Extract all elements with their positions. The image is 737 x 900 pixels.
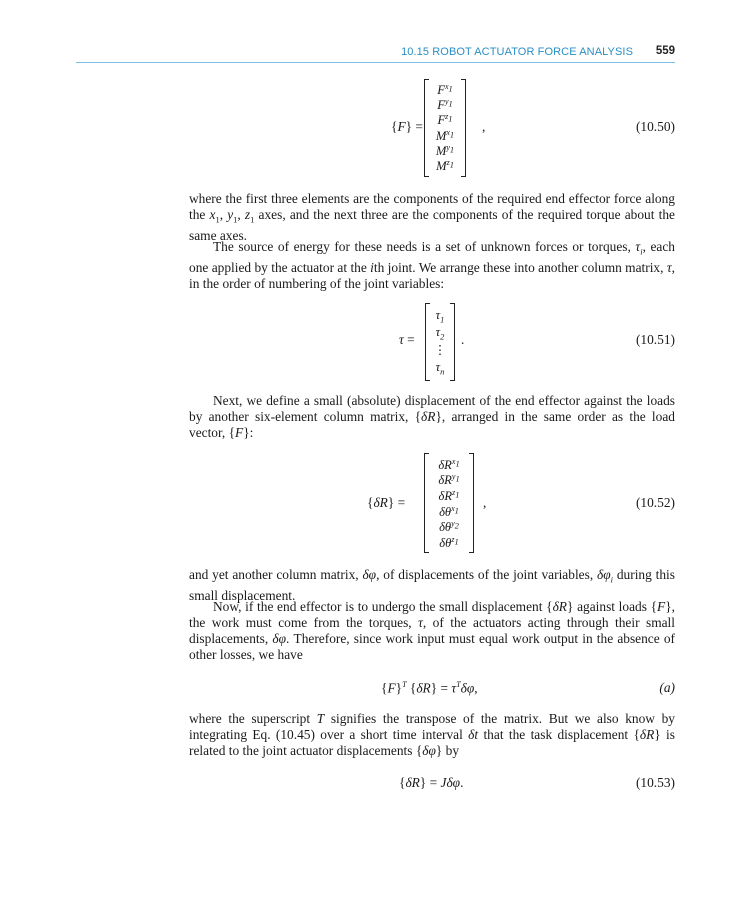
paragraph-5: Now, if the end effector is to undergo the small displacement {δR} against loads {F}, the work must come from the torques, τ, of the actuators acting through their small displacements, δφ. Therefore, since work input must equal work output in the absence of other losses, we have xyxy=(189,599,676,662)
eq-10-51-number: (10.51) xyxy=(635,332,675,347)
eq-10-53-number: (10.53) xyxy=(635,775,675,790)
eq-10-50-lhs: {F} = xyxy=(391,119,423,134)
eq-a-number: (a) xyxy=(659,680,675,695)
matrix-entry: $\delta\theta^{z_1}$ xyxy=(439,535,459,551)
paragraph-2: The source of energy for these needs is a set of unknown forces or torques, $\tau_i$, each one applied by the actuator at the ith joint. We arrange these into another column matrix, τ, in the order of numbering of the joint variables: xyxy=(189,239,675,291)
eq-10-52-number: (10.52) xyxy=(635,495,675,510)
equation-10-50 xyxy=(189,78,675,178)
matrix-entry: $F^{y_1}$ xyxy=(437,97,453,113)
page-number: 559 xyxy=(655,45,675,57)
matrix-entry: $F^{x_1}$ xyxy=(437,82,453,98)
eq-a-expression: $\{F\}^T$ $\{\delta R\} = \tau^T\delta\varphi$, xyxy=(381,680,478,696)
matrix-entry: $M^{z_1}$ xyxy=(436,158,454,174)
paragraph-4: and yet another column matrix, δφ, of displacements of the joint variables, $\delta\varphi_i$ during this small displacement. xyxy=(189,567,675,603)
eq-10-53-expression: {δR} = Jδφ. xyxy=(399,775,464,790)
matrix-entry: $\tau_2$ xyxy=(435,325,445,342)
paragraph-3: Next, we define a small (absolute) displacement of the end effector against the loads by another six-element column matrix, {δR}, arranged in the same order as the load vector, {F}: xyxy=(189,393,675,440)
matrix-entry: $\delta R^{y_1}$ xyxy=(438,472,460,488)
eq-10-50-number: (10.50) xyxy=(635,119,675,134)
eq-10-51-matrix xyxy=(425,304,455,380)
matrix-entry: $M^{y_1}$ xyxy=(435,143,455,159)
eq-10-52-trailing: , xyxy=(483,495,487,510)
eq-10-51-trailing: . xyxy=(461,332,465,347)
eq-10-50-trailing: , xyxy=(482,119,486,134)
matrix-entry: ⋮ xyxy=(433,343,447,357)
matrix-entry: $M^{x_1}$ xyxy=(435,128,455,144)
eq-10-52-lhs: {δR} = xyxy=(367,495,406,510)
equation-a xyxy=(189,680,675,700)
matrix-entry: $\tau_n$ xyxy=(435,360,445,377)
matrix-entry: $\delta\theta^{y_2}$ xyxy=(439,519,459,535)
paragraph-1: where the first three elements are the components of the required end effector force along the $x_1$, $y_1$, $z_1$ axes, and the next three are the components of the required torque about the same axes. xyxy=(189,191,675,243)
matrix-entry: $\delta R^{z_1}$ xyxy=(438,488,460,504)
running-header xyxy=(0,0,737,64)
eq-10-50-matrix xyxy=(424,80,466,176)
matrix-entry: $F^{z_1}$ xyxy=(437,112,453,128)
equation-10-53 xyxy=(189,775,675,795)
equation-10-51 xyxy=(189,298,675,382)
header-rule xyxy=(76,62,675,63)
matrix-entry: $\tau_1$ xyxy=(435,308,445,325)
section-title: 10.15 ROBOT ACTUATOR FORCE ANALYSIS xyxy=(401,46,633,58)
equation-10-52 xyxy=(189,452,675,556)
eq-10-52-matrix xyxy=(424,454,474,552)
eq-10-51-lhs: τ = xyxy=(399,332,415,347)
matrix-entry: $\delta R^{x_1}$ xyxy=(438,457,460,473)
matrix-entry: $\delta\theta^{x_1}$ xyxy=(439,504,459,520)
paragraph-6: where the superscript T signifies the transpose of the matrix. But we also know by integrating Eq. (10.45) over a short time interval δt that the task displacement {δR} is related to the joint actuator displacements {δφ} by xyxy=(189,711,675,758)
